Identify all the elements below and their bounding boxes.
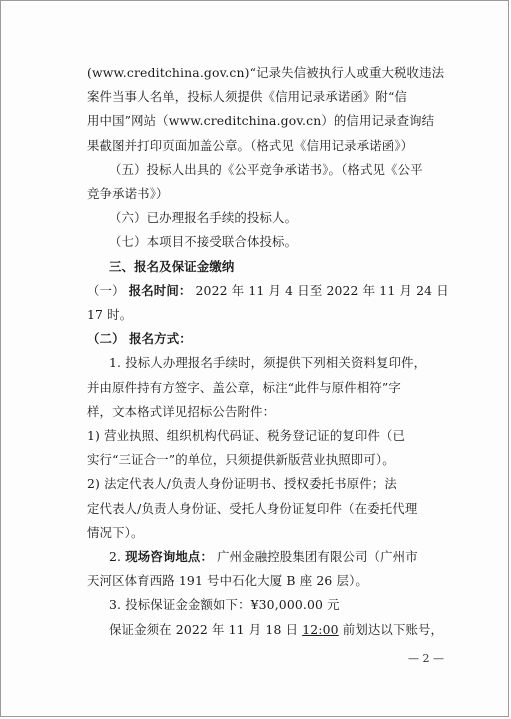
text-line: (www.creditchina.gov.cn)“记录失信被执行人或重大税收违法: [87, 65, 445, 80]
text-line: （五）投标人出具的《公平竞争承诺书》。（格式见《公平: [109, 161, 423, 177]
section-heading: 三、报名及保证金缴纳: [109, 258, 235, 274]
text-line: 天河区体育西路 191 号中石化大厦 B 座 26 层）。: [87, 573, 368, 589]
registration-time-line: [87, 279, 449, 303]
deposit-deadline-line: [87, 618, 442, 642]
deposit-deadline-before: 保证金须在 2022 年 11 月 18 日: [109, 621, 303, 637]
text-line: 实行“三证合一”的单位，只须提供新版营业执照即可）。: [87, 452, 395, 468]
section-label: （一）: [87, 282, 125, 298]
text-line: 案件当事人名单，投标人须提供《信用记录承诺函》附“信: [87, 89, 407, 105]
document-body: [87, 61, 449, 642]
registration-method-line: [87, 327, 442, 351]
text-line: 竞争承诺书》）: [87, 186, 169, 202]
text-line: 样，文本格式详见招标公告附件：: [87, 403, 276, 419]
text-line: 1) 营业执照、组织机构代码证、税务登记证的复印件（已: [87, 428, 406, 444]
text-line: 1. 投标人办理报名手续时，须提供下列相关资料复印件，: [109, 355, 427, 371]
registration-time-title: 报名时间：: [128, 282, 192, 298]
consult-location-line: [87, 545, 442, 569]
page-number: — 2 —: [408, 652, 444, 665]
deposit-deadline-after: 前划达以下账号，: [338, 621, 444, 637]
text-line: 2) 法定代表人/负责人身份证明书、授权委托书原件；法: [87, 476, 397, 492]
consult-text: 广州金融控股集团有限公司（广州市: [217, 549, 418, 565]
registration-method-title: 报名方式：: [129, 331, 192, 347]
registration-time-text: 2022 年 11 月 4 日至 2022 年 11 月 24 日: [195, 282, 449, 298]
text-line: 果截图并打印页面加盖公章。（格式见《信用记录承诺函》）: [87, 137, 414, 153]
text-line: 并由原件持有方签字、盖公章，标注“此件与原件相符”字: [87, 379, 401, 395]
text-line: （七）本项目不接受联合体投标。: [109, 234, 298, 250]
section-label: （二）: [87, 331, 125, 347]
text-line: 情况下）。: [87, 524, 144, 540]
text-line: 17 时。: [87, 307, 133, 323]
text-line: （六）已办理报名手续的投标人。: [109, 210, 298, 226]
consult-title: 现场咨询地点：: [125, 549, 214, 565]
deposit-amount-line: 3. 投标保证金金额如下：¥30,000.00 元: [109, 597, 340, 613]
text-line: 定代表人/负责人身份证、受托人身份证复印件（在委托代理: [87, 500, 418, 516]
text-line: 用中国”网站（www.creditchina.gov.cn）的信用记录查询结: [87, 113, 435, 129]
consult-number: 2.: [109, 549, 126, 565]
deposit-deadline-time: 12:00: [302, 621, 339, 637]
